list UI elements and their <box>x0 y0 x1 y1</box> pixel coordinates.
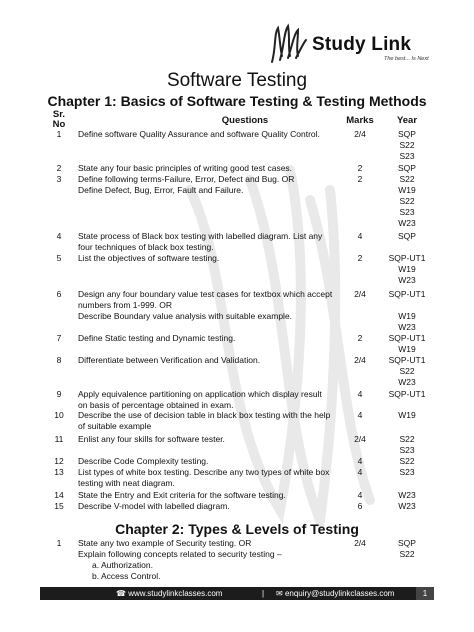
year-value: SQP-UT1 <box>388 333 426 343</box>
question-line: numbers from 1-999. OR <box>78 300 173 310</box>
question-text <box>78 467 343 489</box>
year-value: W19 <box>398 264 416 274</box>
year-value: SQP <box>398 538 416 548</box>
year-list <box>386 231 428 242</box>
chapter1-title: Chapter 1: Basics of Software Testing & Testing Methods <box>47 93 427 109</box>
marks-value: 2/4 <box>354 129 366 139</box>
brand-tagline: The best... Is Next <box>384 56 429 62</box>
year-value: W23 <box>398 377 416 387</box>
year-header: Year <box>396 115 418 126</box>
row-number: 11 <box>54 434 64 444</box>
question-text <box>78 163 343 174</box>
year-list <box>386 174 428 229</box>
question-text <box>78 410 343 432</box>
page-footer <box>40 587 434 600</box>
row-number: 1 <box>56 538 62 548</box>
website-link[interactable]: ☎ www.studylinkclasses.com <box>116 589 223 598</box>
question-subitem: a. Authorization. <box>92 560 153 570</box>
year-value: W23 <box>398 501 416 511</box>
marks-header: Marks <box>346 115 374 126</box>
year-value: S22 <box>399 456 415 466</box>
year-value: W19 <box>398 311 416 321</box>
row-number: 3 <box>56 174 62 184</box>
year-list <box>386 355 428 388</box>
year-value: SQP-UT1 <box>388 253 426 263</box>
marks-value: 2 <box>357 253 363 263</box>
year-list <box>386 434 428 456</box>
hand-logo-icon <box>266 22 310 66</box>
marks-value: 4 <box>357 456 363 466</box>
marks-value: 2 <box>357 163 363 173</box>
row-number: 5 <box>56 253 62 263</box>
row-number: 15 <box>54 501 64 511</box>
question-line: List types of white box testing. Describe any two types of white box <box>78 467 330 477</box>
row-number: 8 <box>56 355 62 365</box>
sr-no-header <box>52 110 66 130</box>
year-value: W23 <box>398 218 416 228</box>
question-text <box>78 389 343 411</box>
question-line: four techniques of black box testing. <box>78 242 214 252</box>
question-line: Define Defect, Bug, Error, Fault and Failure. <box>78 185 244 195</box>
email-link[interactable]: ✉ enquiry@studylinkclasses.com <box>276 589 395 598</box>
question-text <box>78 129 343 140</box>
question-text <box>78 434 343 445</box>
marks-value: 2 <box>357 333 363 343</box>
year-value: S22 <box>399 366 415 376</box>
sr-header-top: Sr. <box>52 109 66 120</box>
marks-value: 2/4 <box>354 355 366 365</box>
year-value: W19 <box>398 344 416 354</box>
year-value: W23 <box>398 275 416 285</box>
marks-value: 4 <box>357 467 363 477</box>
row-number: 7 <box>56 333 62 343</box>
question-line: on basis of percentage obtained in exam. <box>78 400 234 410</box>
year-list <box>386 129 428 162</box>
question-line: Describe Boundary value analysis with suitable example. <box>78 311 293 321</box>
year-value: S23 <box>399 467 415 477</box>
year-list <box>386 501 428 512</box>
question-line: Describe the use of decision table in black box testing with the help <box>78 410 331 420</box>
question-line: Describe Code Complexity testing. <box>78 456 209 466</box>
year-list <box>386 389 428 400</box>
year-list <box>386 467 428 478</box>
year-value: S22 <box>399 434 415 444</box>
question-line: State process of Black box testing with labelled diagram. List any <box>78 231 323 241</box>
year-list <box>386 410 428 421</box>
year-value: SQP-UT1 <box>388 355 426 365</box>
question-subitem: b. Access Control. <box>92 571 161 581</box>
year-value: W19 <box>398 185 416 195</box>
email-text: enquiry@studylinkclasses.com <box>284 589 395 598</box>
question-text <box>78 231 343 253</box>
year-value: SQP-UT1 <box>388 289 426 299</box>
question-text <box>78 538 343 582</box>
row-number: 2 <box>56 163 62 173</box>
row-number: 12 <box>54 456 64 466</box>
year-value <box>386 300 428 311</box>
question-line: Define following terms-Failure, Error, Defect and Bug. OR <box>78 174 295 184</box>
question-line: testing with neat diagram. <box>78 478 175 488</box>
question-text <box>78 289 343 322</box>
year-value: S22 <box>399 549 415 559</box>
sr-header-bottom: No <box>52 119 66 130</box>
question-text <box>78 501 343 512</box>
year-value: SQP <box>398 129 416 139</box>
row-number: 14 <box>54 490 64 500</box>
year-value: SQP-UT1 <box>388 389 426 399</box>
year-value: S22 <box>399 174 415 184</box>
chapter2-title: Chapter 2: Types & Levels of Testing <box>115 521 359 537</box>
year-value: S23 <box>399 445 415 455</box>
marks-value: 2/4 <box>354 289 366 299</box>
brand-name: Study Link <box>312 34 412 55</box>
year-list <box>386 253 428 286</box>
question-line: List the objectives of software testing. <box>78 253 220 263</box>
year-list <box>386 456 428 467</box>
year-list <box>386 333 428 355</box>
question-text <box>78 333 343 344</box>
year-list <box>386 538 428 560</box>
year-value: S22 <box>399 140 415 150</box>
question-text <box>78 174 343 196</box>
question-text <box>78 456 343 467</box>
questions-header: Questions <box>221 115 269 126</box>
question-line: Design any four boundary value test cases for textbox which accept <box>78 289 333 299</box>
question-line: Explain following concepts related to security testing – <box>78 549 282 559</box>
question-line: State the Entry and Exit criteria for the software testing. <box>78 490 286 500</box>
row-number: 10 <box>54 410 64 420</box>
row-number: 9 <box>56 389 62 399</box>
question-text <box>78 490 343 501</box>
year-value: SQP <box>398 231 416 241</box>
row-number: 6 <box>56 289 62 299</box>
year-value: S22 <box>399 196 415 206</box>
question-line: Define Static testing and Dynamic testing. <box>78 333 236 343</box>
brand-logo <box>262 22 442 70</box>
question-line: State any four basic principles of writing good test cases. <box>78 163 293 173</box>
year-list <box>386 289 428 333</box>
row-number: 4 <box>56 231 62 241</box>
question-line: Enlist any four skills for software tester. <box>78 434 225 444</box>
page-number: 1 <box>416 587 434 600</box>
question-line: Differentiate between Verification and Validation. <box>78 355 261 365</box>
question-text <box>78 253 343 264</box>
marks-value: 4 <box>357 490 363 500</box>
footer-separator: | <box>262 589 265 598</box>
year-list <box>386 163 428 174</box>
question-line: State any two example of Security testing. OR <box>78 538 252 548</box>
question-line: Describe V-model with labelled diagram. <box>78 501 230 511</box>
year-value: S23 <box>399 151 415 161</box>
year-value: S23 <box>399 207 415 217</box>
marks-value: 2/4 <box>354 538 366 548</box>
marks-value: 2 <box>357 174 363 184</box>
row-number: 13 <box>54 467 64 477</box>
marks-value: 2/4 <box>354 434 366 444</box>
year-list <box>386 490 428 501</box>
page-title: Software Testing <box>166 70 308 91</box>
year-value: SQP <box>398 163 416 173</box>
question-text <box>78 355 343 366</box>
website-text: www.studylinkclasses.com <box>128 589 223 598</box>
row-number: 1 <box>56 129 62 139</box>
marks-value: 4 <box>357 410 363 420</box>
year-value: W19 <box>398 410 416 420</box>
question-line: Define software Quality Assurance and software Quality Control. <box>78 129 320 139</box>
marks-value: 4 <box>357 231 363 241</box>
year-value: W23 <box>398 322 416 332</box>
marks-value: 4 <box>357 389 363 399</box>
year-value: W23 <box>398 490 416 500</box>
question-line: Apply equivalence partitioning on application which display result <box>78 389 322 399</box>
marks-value: 6 <box>357 501 363 511</box>
question-line: of suitable example <box>78 421 152 431</box>
